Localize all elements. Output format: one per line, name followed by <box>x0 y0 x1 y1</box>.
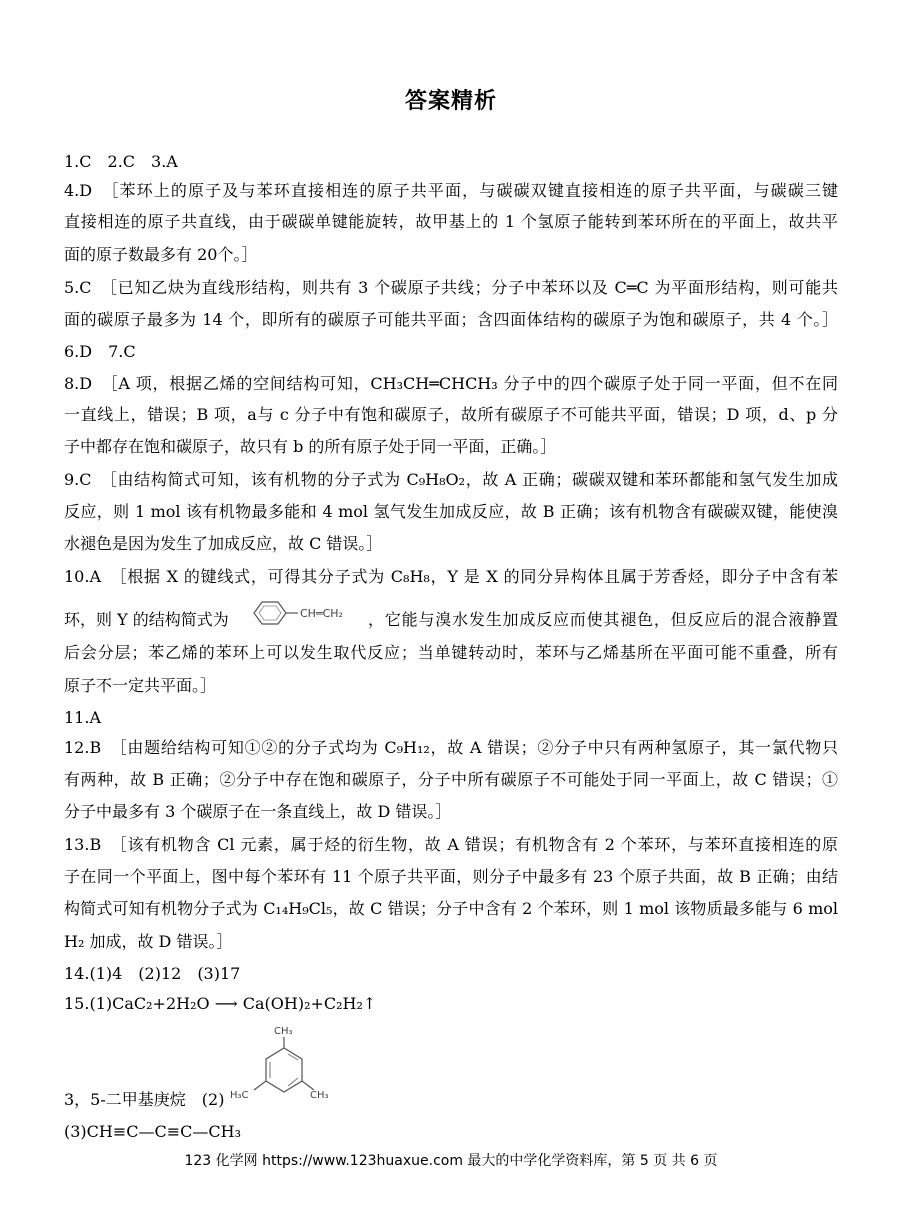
answer-line: 8.D ［A 项，根据乙烯的空间结构可知，CH₃CH═CHCH₃ 分子中的四个碳原子处于同一平面，但不在同 <box>64 374 838 393</box>
answer-line: 面的碳原子最多为 14 个，即所有的碳原子可能共平面；含四面体结构的碳原子为饱和碳原子，共 4 个。］ <box>64 310 838 329</box>
answer-line: 9.C ［由结构简式可知，该有机物的分子式为 C₉H₈O₂，故 A 正确；碳碳双键和苯环都能和氢气发生加成 <box>64 470 838 489</box>
answer-line: 1.C 2.C 3.A <box>64 152 178 171</box>
answer-line-prefix: 环，则 Y 的结构简式为 <box>64 610 229 629</box>
answer-line: 原子不一定共平面。］ <box>64 676 217 695</box>
answer-line: 15.(1)CaC₂+2H₂O ⟶ Ca(OH)₂+C₂H₂↑ <box>64 994 377 1013</box>
answer-line: 5.C ［已知乙炔为直线形结构，则共有 3 个碳原子共线；分子中苯环以及 C═C 为平面形结构，则可能共 <box>64 278 838 297</box>
answer-line: 3，5-二甲基庚烷 (2) <box>64 1090 225 1109</box>
answer-line: 水褪色是因为发生了加成反应，故 C 错误。］ <box>64 534 383 553</box>
answer-line: 一直线上，错误；B 项，a与 c 分子中有饱和碳原子，故所有碳原子不可能共平面，错误；D 项，d、p 分 <box>64 405 838 424</box>
answer-line: 反应，则 1 mol 该有机物最多能和 4 mol 氢气发生加成反应，故 B 正确；该有机物含有碳碳双键，能使溴 <box>64 502 838 521</box>
styrene-label: CH═CH₂ <box>300 607 343 620</box>
answer-line: 子中都存在饱和碳原子，故只有 b 的所有原子处于同一平面，正确。］ <box>64 437 557 456</box>
answer-line: H₂ 加成，故 D 错误。］ <box>64 932 233 951</box>
answer-line: 直接相连的原子共直线，由于碳碳单键能旋转，故甲基上的 1 个氢原子能转到苯环所在的平面上，故共平 <box>64 212 838 231</box>
answer-line: 有两种，故 B 正确；②分子中存在饱和碳原子，分子中所有碳原子不可能处于同一平面上，故 C 错误；① <box>64 770 838 789</box>
page-title: 答案精析 <box>404 88 497 114</box>
answer-line: 14.(1)4 (2)12 (3)17 <box>64 964 241 983</box>
answer-line: 12.B ［由题给结构可知①②的分子式均为 C₉H₁₂，故 A 错误；②分子中只有两种氢原子，其一氯代物只 <box>64 738 838 757</box>
answer-line: 10.A ［根据 X 的键线式，可得其分子式为 C₈H₈，Y 是 X 的同分异构体且属于芳香烃，即分子中含有苯 <box>64 567 838 586</box>
answer-line: 6.D 7.C <box>64 342 136 361</box>
methyl-top-label: CH₃ <box>274 1026 293 1037</box>
styrene-structure <box>244 598 362 628</box>
answer-line: 13.B ［该有机物含 Cl 元素，属于烃的衍生物，故 A 错误；有机物含有 2 个苯环，与苯环直接相连的原 <box>64 835 838 854</box>
methyl-left-label: H₃C <box>230 1090 249 1101</box>
answer-line: ，它能与溴水发生加成反应而使其褪色，但反应后的混合液静置 <box>368 610 838 629</box>
answer-line: 子在同一个平面上，图中每个苯环有 11 个原子共平面，则分子中最多有 23 个原子共面，故 B 正确；由结 <box>64 867 838 886</box>
methyl-right-label: CH₃ <box>310 1090 329 1101</box>
answer-line: 分子中最多有 3 个碳原子在一条直线上，故 D 错误。］ <box>64 802 452 821</box>
page-footer: 123 化学网 https://www.123huaxue.com 最大的中学化学资料库，第 5 页 共 6 页 <box>184 1153 718 1169</box>
answer-line: 11.A <box>64 708 101 727</box>
mesitylene-structure <box>226 1022 336 1106</box>
answer-line: 4.D ［苯环上的原子及与苯环直接相连的原子共平面，与碳碳双键直接相连的原子共平面，与碳碳三键 <box>64 181 838 200</box>
answer-line: 后会分层；苯乙烯的苯环上可以发生取代反应；当单键转动时，苯环与乙烯基所在平面可能不重叠，所有 <box>64 643 838 662</box>
answer-line: 构简式可知有机物分子式为 C₁₄H₉Cl₅，故 C 错误；分子中含有 2 个苯环，则 1 mol 该物质最多能与 6 mol <box>64 899 838 918</box>
answer-line: 面的原子数最多有 20个。］ <box>64 245 258 264</box>
answer-line: (3)CH≡C—C≡C—CH₃ <box>64 1122 242 1141</box>
